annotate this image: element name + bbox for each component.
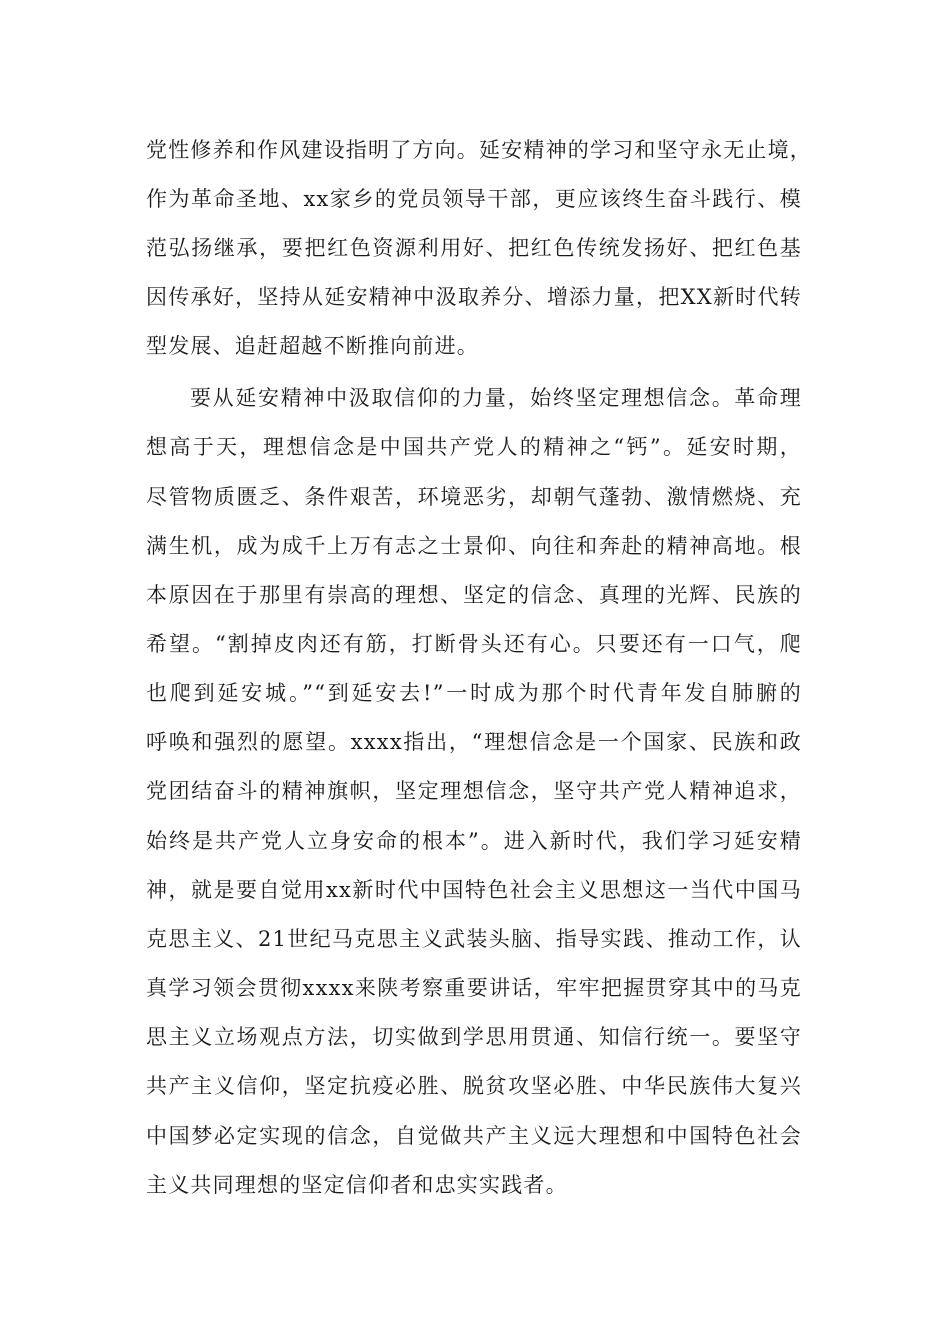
text-line: 本原因在于那里有崇高的理想、坚定的信念、真理的光辉、民族的 bbox=[146, 583, 802, 607]
text-line: 始终是共产党人立身安命的根本”。进入新时代，我们学习延安精 bbox=[146, 829, 802, 853]
text-line: 想高于天，理想信念是中国共产党人的精神之“钙”。延安时期， bbox=[146, 435, 802, 459]
text-line: 尽管物质匮乏、条件艰苦，环境恶劣，却朝气蓬勃、激情燃烧、充 bbox=[146, 485, 802, 509]
text-line: 思主义立场观点方法，切实做到学思用贯通、知信行统一。要坚守 bbox=[146, 1025, 802, 1049]
text-line: 克思主义、21世纪马克思主义武装头脑、指导实践、推动工作，认 bbox=[146, 927, 802, 951]
text-line: 型发展、追赶超越不断推向前进。 bbox=[146, 334, 479, 358]
text-line: 满生机，成为成千上万有志之士景仰、向往和奔赴的精神高地。根 bbox=[146, 534, 802, 558]
text-line: 神，就是要自觉用xx新时代中国特色社会主义思想这一当代中国马 bbox=[146, 878, 802, 902]
text-line: 范弘扬继承，要把红色资源利用好、把红色传统发扬好、把红色基 bbox=[146, 236, 802, 260]
text-line: 也爬到延安城。”“到延安去!”一时成为那个时代青年发自肺腑的 bbox=[146, 681, 802, 705]
text-line: 因传承好，坚持从延安精神中汲取养分、增添力量，把XX新时代转 bbox=[146, 285, 802, 309]
text-line: 真学习领会贯彻xxxx来陕考察重要讲话，牢牢把握贯穿其中的马克 bbox=[146, 976, 802, 1000]
paragraph-first-line: 要从延安精神中汲取信仰的力量，始终坚定理想信念。革命理 bbox=[190, 386, 802, 410]
text-line: 希望。“割掉皮肉还有筋，打断骨头还有心。只要还有一口气，爬 bbox=[146, 632, 802, 656]
text-line: 党性修养和作风建设指明了方向。延安精神的学习和坚守永无止境， bbox=[146, 138, 812, 162]
text-line: 党团结奋斗的精神旗帜，坚定理想信念，坚守共产党人精神追求， bbox=[146, 779, 802, 803]
text-line: 作为革命圣地、xx家乡的党员领导干部，更应该终生奋斗践行、模 bbox=[146, 187, 802, 211]
text-line: 共产主义信仰，坚定抗疫必胜、脱贫攻坚必胜、中华民族伟大复兴 bbox=[146, 1074, 802, 1098]
text-line: 中国梦必定实现的信念，自觉做共产主义远大理想和中国特色社会 bbox=[146, 1124, 802, 1148]
text-line: 呼唤和强烈的愿望。xxxx指出，“理想信念是一个国家、民族和政 bbox=[146, 730, 802, 754]
text-line: 主义共同理想的坚定信仰者和忠实实践者。 bbox=[146, 1173, 568, 1197]
